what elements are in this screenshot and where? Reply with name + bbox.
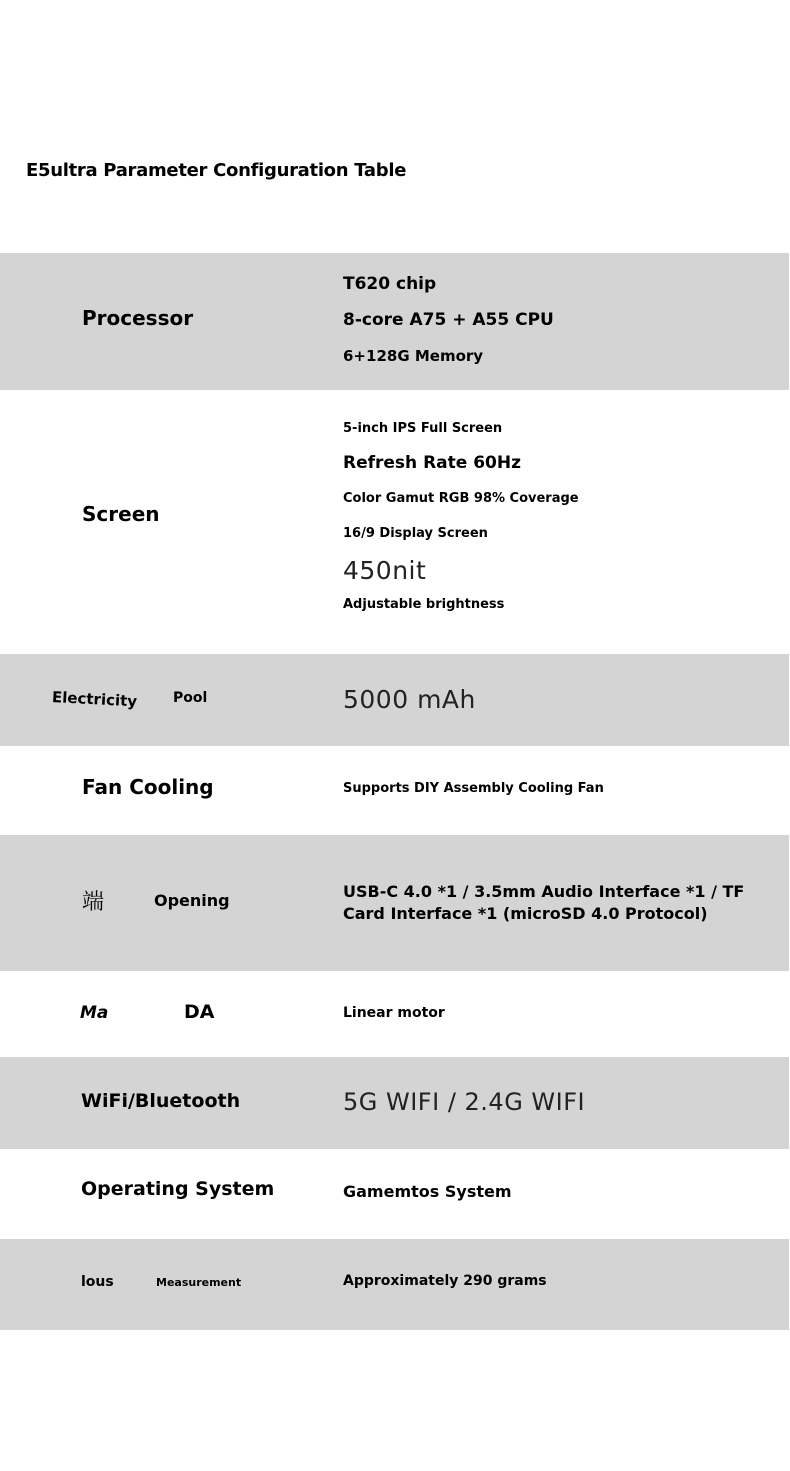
processor-value-1: T620 chip	[343, 274, 437, 294]
screen-value-2: Refresh Rate 60Hz	[343, 453, 521, 473]
page-title: E5ultra Parameter Configuration Table	[26, 160, 407, 181]
row-label-motor-a: Ma	[80, 1003, 109, 1023]
row-label-ports-a: 端	[82, 890, 105, 915]
fan-value: Supports DIY Assembly Cooling Fan	[343, 781, 604, 796]
processor-value-2: 8-core A75 + A55 CPU	[343, 310, 554, 330]
row-ports	[0, 835, 789, 971]
row-label-screen: Screen	[82, 502, 160, 526]
row-label-ports-b: Opening	[154, 891, 230, 910]
screen-value-6: Adjustable brightness	[343, 597, 505, 612]
row-label-fan: Fan Cooling	[82, 775, 214, 799]
row-label-battery-b: Pool	[173, 690, 208, 706]
row-motor	[0, 971, 789, 1057]
weight-value: Approximately 290 grams	[343, 1273, 547, 1289]
row-label-wifi: WiFi/Bluetooth	[81, 1090, 241, 1112]
row-fan	[0, 746, 789, 835]
screen-value-3: Color Gamut RGB 98% Coverage	[343, 491, 579, 506]
row-label-weight-b: Measurement	[156, 1276, 242, 1289]
row-weight	[0, 1239, 789, 1330]
ports-value: USB-C 4.0 *1 / 3.5mm Audio Interface *1 / TF Card Interface *1 (microSD 4.0 Protocol)	[343, 882, 745, 923]
processor-value-3: 6+128G Memory	[343, 347, 484, 365]
screen-value-4: 16/9 Display Screen	[343, 526, 488, 541]
motor-value: Linear motor	[343, 1005, 445, 1021]
row-screen	[0, 390, 789, 654]
row-os	[0, 1149, 789, 1239]
row-label-motor-b: DA	[184, 1001, 215, 1023]
row-processor	[0, 253, 789, 390]
row-battery	[0, 654, 789, 746]
wifi-value: 5G WIFI / 2.4G WIFI	[343, 1088, 586, 1116]
row-label-battery-a: Electricity	[51, 688, 138, 711]
os-value: Gamemtos System	[343, 1182, 512, 1201]
row-label-weight-a: lous	[81, 1274, 114, 1290]
screen-value-1: 5-inch IPS Full Screen	[343, 421, 503, 436]
row-label-os: Operating System	[81, 1178, 275, 1200]
row-wifi	[0, 1057, 789, 1149]
battery-value: 5000 mAh	[343, 685, 476, 714]
row-label-processor: Processor	[82, 306, 194, 330]
screen-value-5: 450nit	[343, 556, 427, 585]
